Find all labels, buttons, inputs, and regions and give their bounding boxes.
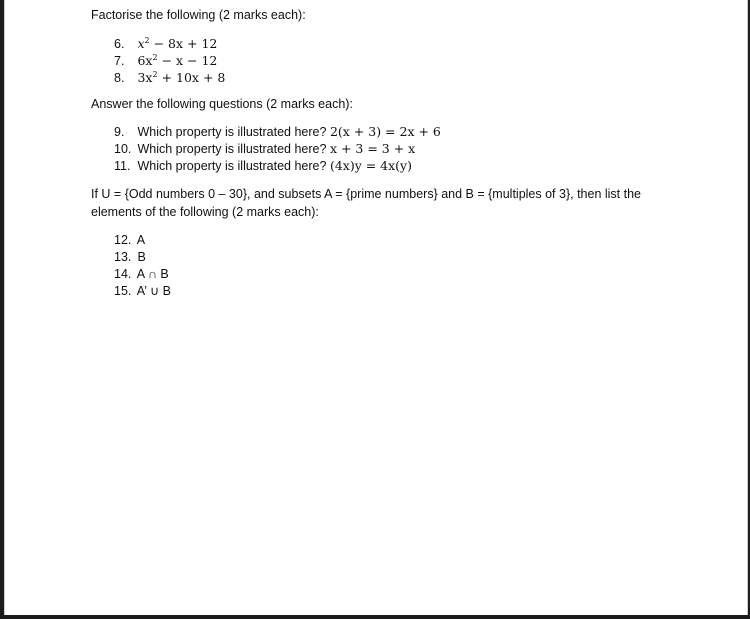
list-item [114,69,711,86]
section1-heading: Factorise the following (2 marks each): [91,8,306,22]
sets-paragraph [91,185,711,221]
item-number: 8. [114,71,125,85]
list-item [114,249,711,266]
item-number: 7. [114,54,125,68]
paragraph-line: If U = {Odd numbers 0 – 30}, and subsets A = {prime numbers} and B = {multiples of 3}, then list the [91,187,641,201]
expression: $3x^2 + 10x + 8$ [137,70,226,85]
sets-list [114,232,711,300]
question-text: Which property is illustrated here? [137,125,330,139]
set-expression: A [136,233,146,247]
document-page [4,0,748,615]
expression: 2(x + 3) = 2x + 6 [329,124,441,139]
item-number: 14. [114,267,132,281]
list-item [114,283,711,300]
list-item [114,35,711,52]
item-number: 6. [114,37,125,51]
paragraph-line: elements of the following (2 marks each): [91,205,319,219]
list-item [114,232,711,249]
page-content [91,7,711,300]
expression: (4x)y = 4x(y) [329,158,412,173]
set-expression: A ∩ B [136,267,169,281]
list-item [114,266,711,283]
item-number: 12. [114,233,132,247]
item-number: 11. [114,159,131,173]
question-text: Which property is illustrated here? [137,159,330,173]
expression: $6x^2 - x - 12$ [137,53,218,68]
list-item [114,123,711,140]
list-item [114,140,711,157]
item-number: 13. [114,250,132,264]
list-item [114,52,711,69]
item-number: 15. [114,284,132,298]
factorise-list [114,35,711,86]
item-number: 9. [114,125,125,139]
list-item [114,157,711,174]
section2-heading: Answer the following questions (2 marks each): [91,97,353,111]
property-list [114,123,711,174]
expression: $x^2 - 8x + 12$ [137,36,218,51]
item-number: 10. [114,142,132,156]
expression: x + 3 = 3 + x [329,141,416,156]
set-expression: A’ ∪ B [136,284,171,298]
question-text: Which property is illustrated here? [137,142,330,156]
set-expression: B [137,250,146,264]
